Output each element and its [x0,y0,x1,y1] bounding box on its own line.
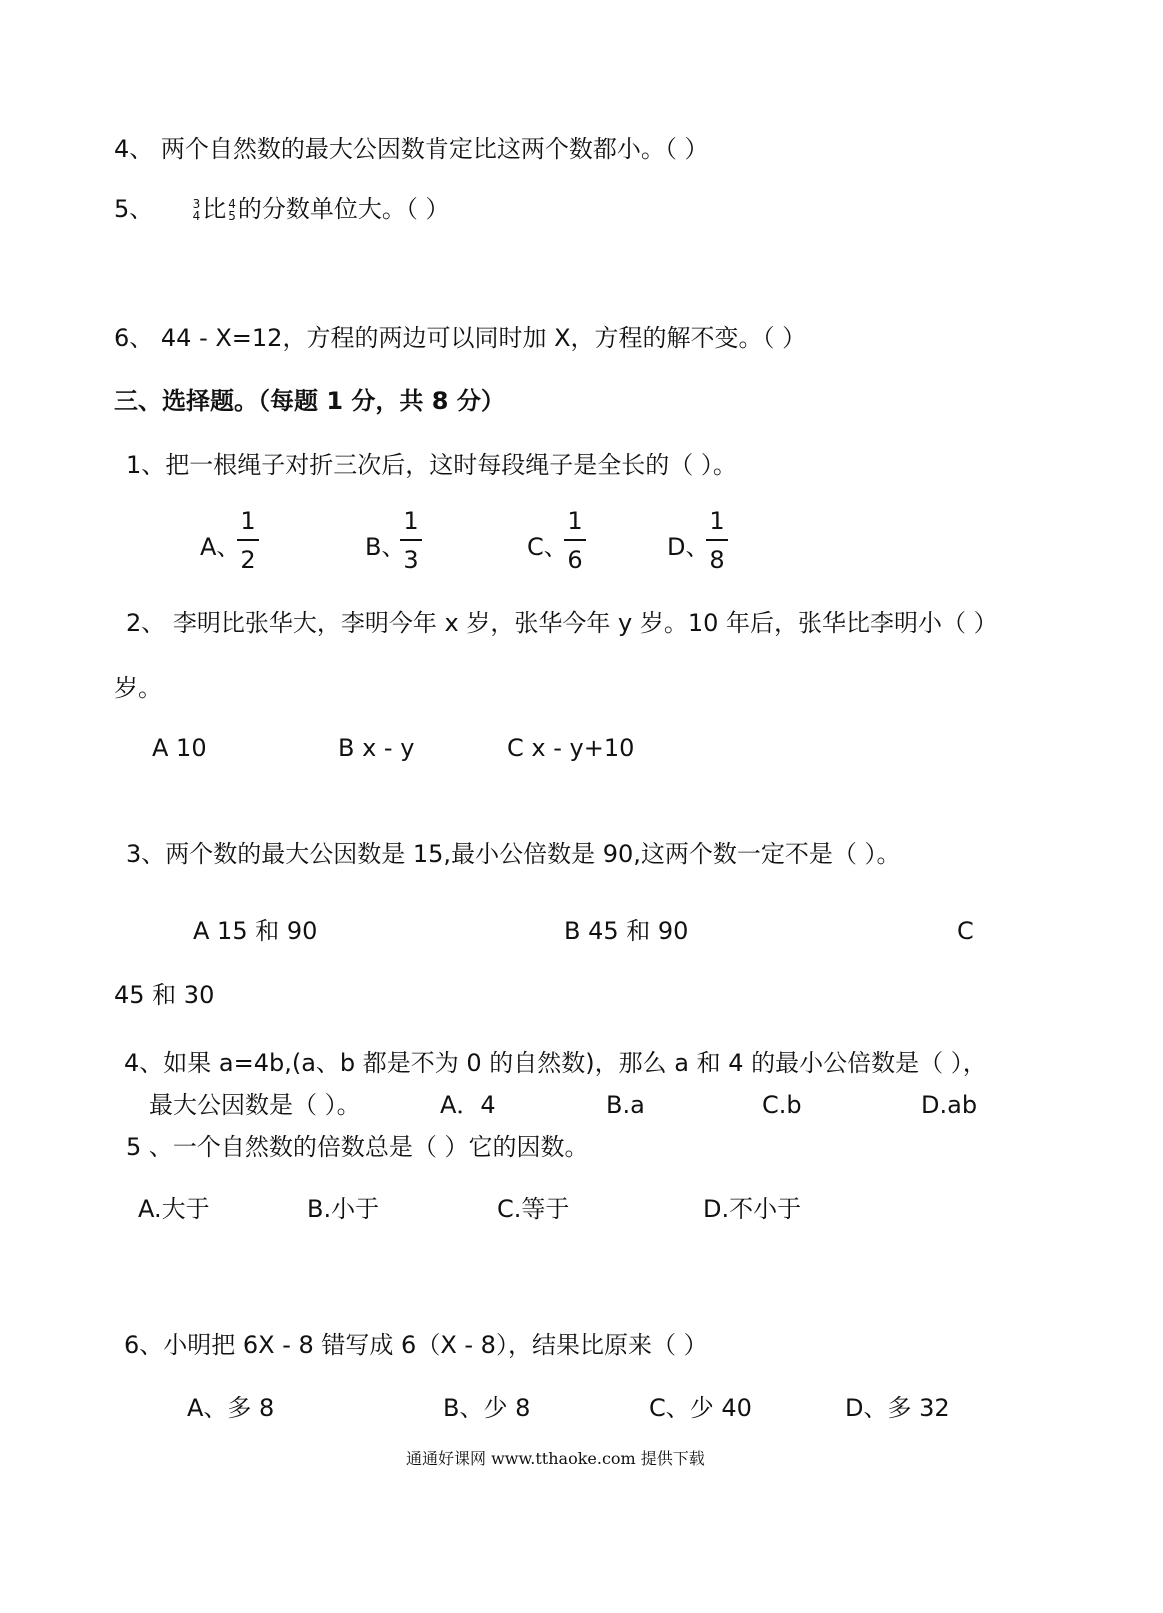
tf-q5-tail: 的分数单位大。（ ） [237,195,450,223]
q3-option-b: B 45 和 90 [564,917,689,945]
tf-question-6: 6、 44 - X=12，方程的两边可以同时加 X，方程的解不变。（ ） [114,324,807,352]
q1-option-a-fraction: 1 2 [237,508,259,573]
q4-option-c: C.b [762,1091,802,1119]
q6-option-d: D、多 32 [845,1394,950,1422]
mc-question-3: 3、两个数的最大公因数是 15,最小公倍数是 90,这两个数一定不是（ ）。 [126,840,901,868]
q4-option-b: B.a [606,1091,645,1119]
q3-option-a: A 15 和 90 [193,917,318,945]
q1-option-d-fraction: 1 8 [706,508,728,573]
q1-option-a-label: A、 [200,533,241,561]
q3-option-c: C [957,917,974,945]
mc-question-5: 5 、一个自然数的倍数总是（ ）它的因数。 [126,1133,589,1161]
tf-q5-number: 5、 [114,195,154,223]
tf-question-5 [114,194,449,224]
q5-option-d: D.不小于 [703,1195,802,1223]
q2-option-b: B x - y [338,734,415,762]
mc-question-2: 2、 李明比张华大，李明今年 x 岁，张华今年 y 岁。10 年后，张华比李明小（ ） [126,609,998,637]
q2-option-c: C x - y+10 [507,734,635,762]
q6-option-a: A、多 8 [187,1394,275,1422]
q1-option-b-fraction: 1 3 [400,508,422,573]
q4-option-a: A．4 [440,1091,496,1119]
tf-question-4: 4、 两个自然数的最大公因数肯定比这两个数都小。（ ） [114,135,709,163]
q1-option-c-label: C、 [527,533,568,561]
q1-option-c-fraction: 1 6 [564,508,586,573]
mc-question-1: 1、把一根绳子对折三次后，这时每段绳子是全长的（ ）。 [126,451,737,479]
mc-question-4: 4、如果 a=4b,(a、b 都是不为 0 的自然数)，那么 a 和 4 的最小公倍数是（ ）， [124,1049,987,1077]
q3-option-c-value: 45 和 30 [114,981,215,1009]
q6-option-c: C、少 40 [649,1394,752,1422]
mc-question-2-cont: 岁。 [114,674,162,702]
mc-question-4-cont: 最大公因数是（ ）。 [149,1091,361,1119]
q6-option-b: B、少 8 [443,1394,531,1422]
fraction-4-5: 4 5 [228,197,236,223]
section-title: 三、选择题。（每题 1 分，共 8 分） [114,387,505,415]
fraction-3-4: 3 4 [192,197,201,223]
q2-option-a: A 10 [152,734,207,762]
mc-question-6: 6、小明把 6X - 8 错写成 6（X - 8），结果比原来（ ） [124,1331,708,1359]
q5-option-a: A.大于 [138,1195,210,1223]
tf-q5-mid: 比 [202,195,227,223]
footer-source: 通通好课网 www.tthaoke.com 提供下载 [406,1449,705,1468]
q1-option-b-label: B、 [365,533,406,561]
q4-option-d: D.ab [921,1091,978,1119]
q1-option-d-label: D、 [667,533,710,561]
q5-option-c: C.等于 [497,1195,570,1223]
q5-option-b: B.小于 [307,1195,380,1223]
